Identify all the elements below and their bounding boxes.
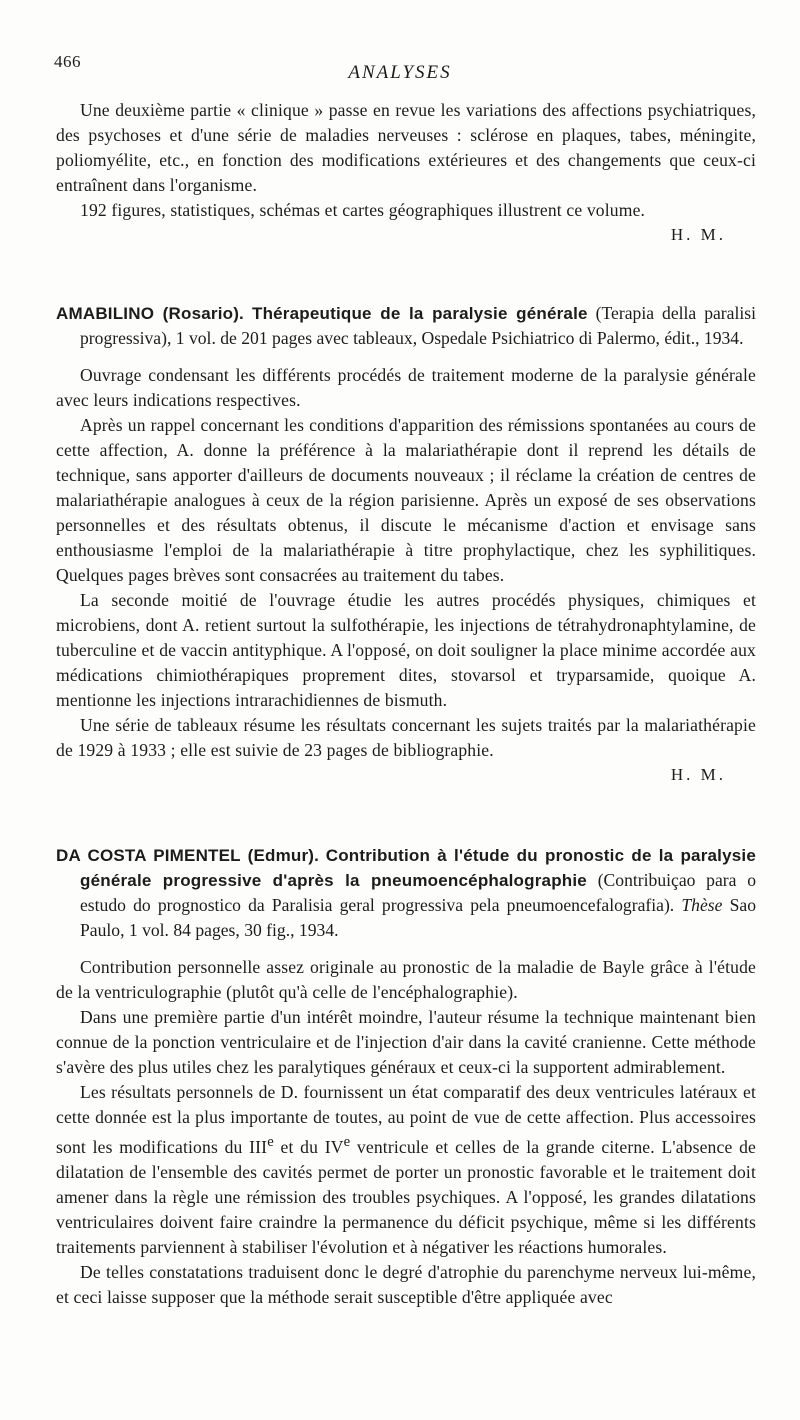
page-number: 466 bbox=[54, 52, 81, 71]
review-title: Contribution à l'étude du pronostic de la paralysie générale progressive d'après la pneumoencéphalographie bbox=[80, 846, 756, 890]
review-paragraph-2: Après un rappel concernant les conditions d'apparition des rémissions spontanées au cours de cette affection, A. donne la préférence à la malariathérapie dont il reprend les détails de technique, sans apporter d'ailleurs de documents nouveaux ; il réclame la création de centres de malariathérapie analogues à ceux de la région parisienne. Après un exposé de ses observations personnelles et des résultats obtenus, il discute le mécanisme d'action et envisage sans enthousiasme l'emploi de la malariathérapie à titre prophylactique, chez les syphilitiques. Quelques pages brèves sont consacrées au traitement du tabes. bbox=[56, 415, 756, 585]
text-run: et du IV bbox=[273, 1136, 344, 1157]
text-run: Les résultats personnels de D. fournissent un état comparatif des deux ventricules latéraux et cette donnée est la plus importante de toutes, au point de vue de cette affection. Plus accessoires sont les modifications du III bbox=[56, 1082, 756, 1157]
review-amabilino bbox=[56, 301, 756, 785]
review-da-costa-pimentel bbox=[56, 843, 756, 1310]
superscript: e bbox=[267, 1134, 274, 1150]
review-heading bbox=[56, 843, 756, 943]
review-details: (Contribuiçao para o estudo do prognostico da Paralisia geral progressiva pela pneumoencefalografia). bbox=[80, 870, 756, 915]
review-heading bbox=[56, 301, 756, 351]
review-details-publication: Sao Paulo, 1 vol. 84 pages, 30 fig., 1934. bbox=[80, 895, 756, 940]
review-details-thesis: Thèse bbox=[681, 895, 723, 915]
review-paragraph-3: La seconde moitié de l'ouvrage étudie les autres procédés physiques, chimiques et microbiens, dont A. retient surtout la sulfothérapie, les injections de tétrahydronaphtylamine, de tuberculine et de vaccin antityphique. A l'opposé, on doit souligner la place minime accordée aux médications chimiothérapiques proprement dites, stovarsol et tryparsamide, quoique A. mentionne les injections intrarachidiennes de bismuth. bbox=[56, 590, 756, 710]
review-paragraph-4: De telles constatations traduisent donc le degré d'atrophie du parenchyme nerveux lui-même, et ceci laisse supposer que la méthode serait susceptible d'être appliquée avec bbox=[56, 1261, 756, 1307]
review-details: (Terapia della paralisi progressiva), 1 vol. de 201 pages avec tableaux, Ospedale Psichiatrico di Palermo, édit., 1934. bbox=[80, 303, 756, 348]
review-paragraph-1: Contribution personnelle assez originale au pronostic de la maladie de Bayle grâce à l'étude de la ventriculographie (plutôt qu'à celle de l'encéphalographie). bbox=[56, 957, 756, 1002]
review-signature: H. M. bbox=[670, 765, 726, 784]
intro-paragraph-1: Une deuxième partie « clinique » passe en revue les variations des affections psychiatriques, des psychoses et d'une série de maladies nerveuses : sclérose en plaques, tabes, méningite, poliomyélite, etc., en fonction des modifications extérieures et des changements que ceux-ci entraînent dans l'organisme. bbox=[56, 100, 756, 195]
review-paragraph-1: Ouvrage condensant les différents procédés de traitement moderne de la paralysie générale avec leurs indications respectives. bbox=[56, 365, 756, 410]
intro-signature: H. M. bbox=[670, 225, 726, 244]
running-title: ANALYSES bbox=[348, 62, 452, 83]
page-body bbox=[56, 98, 756, 1310]
intro-paragraph-2: 192 figures, statistiques, schémas et cartes géographiques illustrent ce volume. bbox=[80, 200, 646, 220]
review-paragraph-2: Dans une première partie d'un intérêt moindre, l'auteur résume la technique maintenant bien connue de la ponction ventriculaire et de l'injection d'air dans la cavité cranienne. Cette méthode s'avère des plus utiles chez les paralytiques généraux et ceux-ci la supportent admirablement. bbox=[56, 1007, 756, 1077]
review-author: DA COSTA PIMENTEL (Edmur). bbox=[56, 846, 320, 865]
text-run: ventricule et celles de la grande citerne. L'absence de dilatation de l'ensemble des cavités permet de porter un pronostic favorable et le traitement doit amener dans la règle une rémission des troubles psychiques. A l'opposé, les grandes dilatations ventriculaires doivent faire craindre la permanence du déficit psychique, même si les différents traitements parviennent à stabiliser l'évolution et à négativer les réactions humorales. bbox=[56, 1136, 756, 1257]
review-paragraph-4: Une série de tableaux résume les résultats concernant les sujets traités par la malariathérapie de 1929 à 1933 ; elle est suivie de 23 pages de bibliographie. bbox=[56, 715, 756, 760]
superscript: e bbox=[343, 1134, 351, 1150]
review-author: AMABILINO (Rosario). bbox=[56, 304, 244, 323]
review-paragraph-3 bbox=[56, 1080, 756, 1260]
review-title: Thérapeutique de la paralysie générale bbox=[251, 304, 588, 323]
